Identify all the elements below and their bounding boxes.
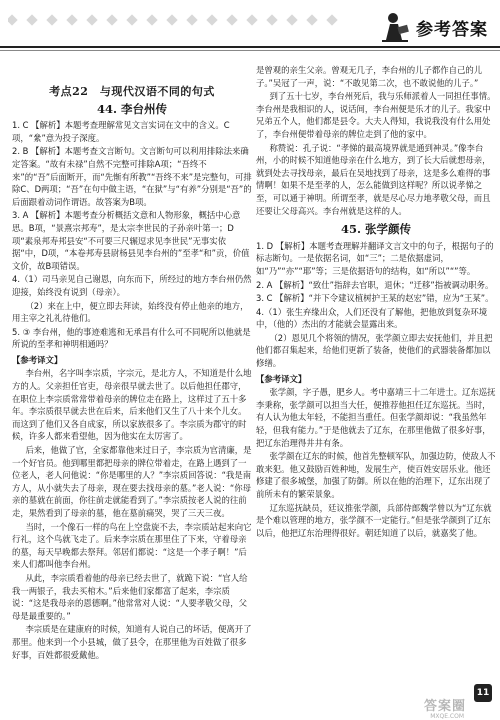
answer-item: 1. D 【解析】本题考查理解并翻译文言文中的句子，根据句子的标志断句。一是依据名词，如“三”；二是依据虚词，如“乃”“亦”“耶”等；三是依据语句的结构，如“所以”“”等。: [256, 240, 494, 276]
left-column: [12, 64, 252, 662]
translation-paragraph: 张学颜在辽东的时候，他首先整顿军队，加强边防，使敌人不敢来犯。他又鼓励百姓种地，发展生产，使百姓安居乐业。他还修建了很多城堡，加强了防御。所以在他的治理下，辽东出现了前所未有的繁荣景象。: [256, 451, 496, 499]
translation-paragraph: 李宗质是在建康府的时候，知道有人说自己的坏话，便离开了那里。他来到一个小县城，做了县令，在那里他为百姓做了很多好事，百姓都很爱戴他。: [12, 624, 252, 660]
header-brand: [378, 10, 488, 44]
section-title: 考点22 与现代汉语不同的句式: [49, 85, 215, 98]
translation-paragraph: 是曾观的亲生父亲。曾观无几子，李台州的儿子都作自己的儿子。”吴冠了一声，说：“不敢见第二次，也不敢说他的儿子。”: [256, 65, 483, 88]
header-title: 参考答案: [416, 19, 488, 40]
header-rule: [0, 46, 500, 48]
translation-paragraph: 张学颜，字子愚，肥乡人。考中嘉靖三十二年进士。辽东巡抚李秉称，张学颜可以担当大任，便推荐他担任辽东巡抚。当时，有人认为他太年轻，不能担当重任。但张学颜却说：“我虽然年轻，但我有能力。”于是他就去了辽东，在那里他做了很多好事，把辽东治理得井井有条。: [256, 387, 496, 448]
article-title-45: 45. 张学颜传: [340, 222, 411, 237]
reference-translation-label: 【参考译文】: [256, 373, 307, 384]
answer-item: 4.（1）张生弃缘出众，人们还没有了解他，把他放到复杂环境中，（他的）杰出的才能就会显露出来。: [256, 306, 488, 330]
translation-paragraph: 后来，他做了官，全家都靠他来过日子，李宗质为官清廉，是一个好官员。他到哪里都把母亲的牌位带着走，在路上遇到了一位老人，老人问他说：“你是哪里的人？”李宗质回答说：“我是南方人，从小就失去了母亲，现在要去找母亲的墓。”老人说：“你母亲的墓就在前面，你往前走就能看到了。”李宗质按老人说的往前走，果然看到了母亲的墓，他在墓前痛哭，哭了三天三夜。: [12, 445, 252, 518]
answer-item: 5. ③ 李台州，他的事迹难逃和无承昌有什么可不同呢所以他就是所说的至孝和神明相通吗？: [12, 326, 251, 350]
header-decoration: [8, 8, 338, 38]
translation-paragraph: 到了五十七岁，李台州死后，我与乐师派着人一同担任事情。李台州是我相识的人，说话间，李台州便是乐才的儿子。我家中兄弟五个人，他们都是县令。大夫人得知，我说我没有什么用处了，李台州便带着母亲的牌位走到了他的家中。: [256, 91, 496, 139]
translation-paragraph: 辽东巡抚缺员，廷议推张学颜，兵部侍郎魏学曾以为“辽东就是个难以管理的地方，张学颜不一定能行。”但是张学颜到了辽东以后，他把辽东治理得很好。朝廷知道了以后，就嘉奖了他。: [256, 502, 492, 538]
watermark-logo: 答案圈: [423, 699, 466, 714]
reader-figure-icon: [378, 10, 412, 44]
reference-translation-label: 【参考译文】: [12, 354, 63, 365]
answer-item: 4.（1）司马亲见自己谢恩，向东而下，所经过的地方李台州仍然迎接，始终没有说到（母亲）。: [12, 274, 252, 297]
answer-item: 3. C 【解析】“并下令建议植树护王某的赵宏”错，应为“王某”。: [256, 293, 494, 304]
translation-paragraph: 李台州，名字叫李宗质，字宗元，是北方人，不知道是什么地方的人。父亲担任官吏，母亲很早就去世了。以后他担任郡守，在职位上李宗质常常带着母亲的牌位走在路上，这样过了五十多年。李宗质很早就去世在后来，后来他们又生了八十来个儿女。而这到了他们又各自成家，所以家族很多了。李宗质为郡守的时候，许多人都来看望他，因为他实在太厉害了。: [12, 368, 252, 442]
page-header: [0, 0, 500, 62]
translation-paragraph: 称赞说：孔子说：“孝悌的最高境界就是通到神灵。”像李台州，小的时候不知道他母亲在什么地方，到了长大后就想母亲，就到处去寻找母亲，最后在吴地找到了母亲，这是多么难得的事情啊！如果不是至孝的人，怎么能做到这样呢？所以说孝悌之至，可以通于神明。所谓至孝，就是尽心尽力地孝敬父母，而且还要让父母高兴。李台州就是这样的人。: [256, 142, 491, 216]
answer-item: 2. B 【解析】本题考查文言断句。文言断句可以利用排除法来确定答案。“故有未禄”自然不完整可排除A项；“吾终不来”的“吾”后面断开，而“先惭有所教”“吾终不来”是完整句，可排除C、D两项；“吾”在句中做主语，“在狱”与“有养”分别是“吾”的后面跟着动词作谓语。故答案为B项。: [12, 146, 252, 207]
watermark-url: MXQE.COM: [430, 713, 464, 720]
answer-item: 2. A 【解析】“致仕”指辞去官职，退休；“迁移”指被调动职务。: [256, 279, 494, 290]
translation-paragraph: 从此，李宗质看着他的母亲已经去世了，就跪下说：“官人给我一两银子，我去买棺木。”后来他们家都富了起来，李宗质说：“这是我母亲的恩德啊。”他常常对人说：“人要孝敬父母，父母是最重要的。”: [12, 572, 248, 621]
answer-item: （2）恩见几个将领的情况，张学颜立即去安抚他们，并且把他们都召集起来，给他们更新了装备，使他们的武器装备都加以修缮。: [256, 332, 493, 369]
answer-item: （2）来在上中，便立即去拜读，始终没有停止他亲的地方，用主宰之礼礼待他们。: [12, 300, 249, 324]
article-title-44: 44. 李台州传: [96, 101, 167, 116]
answer-item: 1. C 【解析】本题考查理解常见文言实词在文中的含义。C项，“絫”意为投子深度。: [12, 120, 230, 143]
page-number: 11: [474, 684, 492, 702]
header-rule-thin: [0, 50, 500, 51]
right-column: [256, 64, 496, 540]
answer-item: 3. A 【解析】本题考查分析概括文意和人物形象，概括中心意思。B项，“景熹宗邦寿”，是太宗李世民的子孙亲叶第一；D项“素泉邦寿邦县安“不可要三尺辗逗求见李世民”无事实依据“中，D项，“本卷邦寿县尉杨县见李台州的”至孝“和”贡，价值文价，故B项错误。: [12, 210, 250, 271]
translation-paragraph: 当时，一个像石一样的鸟在上空盘旋不去，李宗质站起来向它行礼，这个鸟就飞走了。后来李宗质在那里住了下来，守着母亲的墓，每天早晚都去祭拜。邻居们都说：“这是一个孝子啊！”后来人们都叫他李台州。: [12, 521, 252, 570]
